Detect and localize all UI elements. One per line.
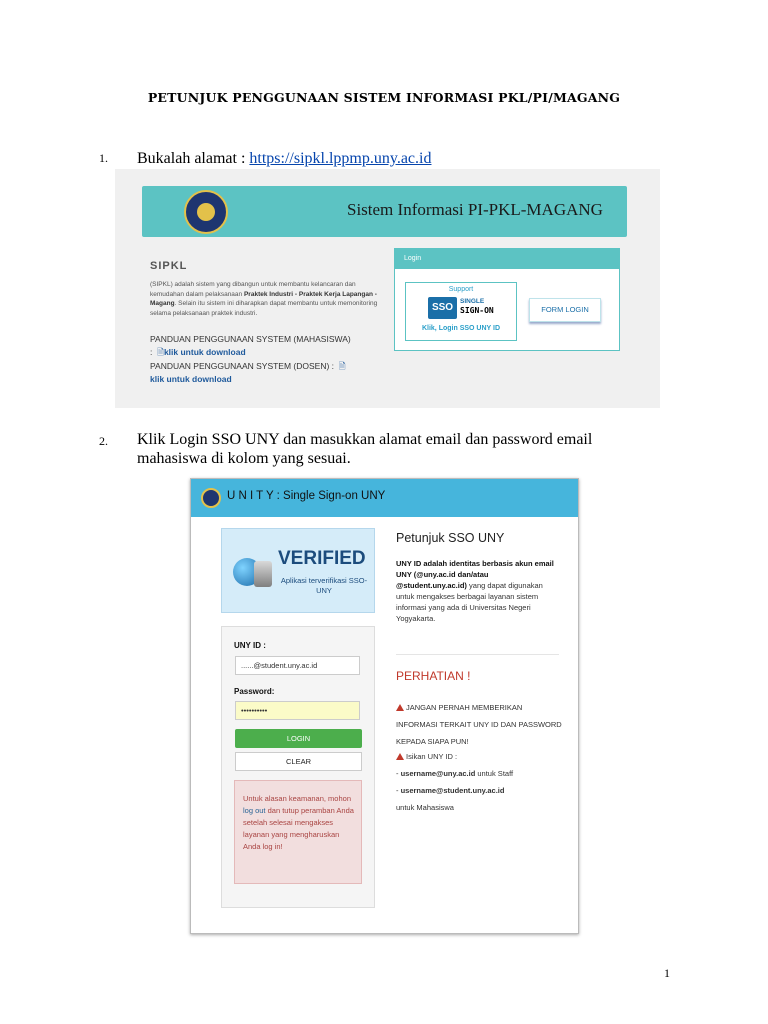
- sipkl-description: (SIPKL) adalah sistem yang dibangun untuk membantu kelancaran dan kemudahan dalam pelaksanaan Praktek Industri - Praktek Kerja Lapangan - Magang. Selain itu sistem ini diharapkan dapat membantu untuk memonitoring selama pelaksanaan praktek industri.: [150, 281, 378, 317]
- mahasiswa-label: untuk Mahasiswa: [396, 803, 454, 812]
- warning-2: Isikan UNY ID :: [396, 751, 566, 762]
- download-mahasiswa-link[interactable]: klik untuk download: [163, 347, 246, 357]
- login-panel: [394, 248, 620, 351]
- step-number: 2.: [99, 434, 108, 448]
- divider: [396, 654, 559, 655]
- password-label: Password:: [234, 687, 275, 696]
- uny-logo-icon: [201, 488, 221, 508]
- support-label: Support: [448, 286, 474, 293]
- uny-id-input[interactable]: ......@student.uny.ac.id: [235, 656, 360, 675]
- sso-header-title: U N I T Y : Single Sign-on UNY: [227, 490, 386, 502]
- panduan-mahasiswa: : 🗎klik untuk download: [150, 347, 246, 357]
- panduan-dosen-label: PANDUAN PENGGUNAAN SYSTEM (DOSEN) : 🗎: [150, 361, 346, 371]
- verified-subtitle: Aplikasi terverifikasi SSO-UNY: [280, 576, 368, 595]
- page-number: 1: [664, 966, 670, 980]
- login-panel-header: Login: [395, 249, 619, 269]
- form-login-button[interactable]: FORM LOGIN: [529, 298, 601, 322]
- step-text: Bukalah alamat :: [137, 150, 250, 167]
- warning-icon: [396, 753, 404, 760]
- staff-instruction: - username@uny.ac.id untuk Staff: [396, 769, 514, 778]
- sipkl-heading: SIPKL: [150, 260, 188, 272]
- server-icon: [254, 561, 272, 587]
- step-text-line1: Klik Login SSO UNY dan masukkan alamat email dan password email: [137, 431, 593, 448]
- pdf-icon: 🗎: [157, 347, 164, 357]
- sso-login-form: [221, 626, 375, 908]
- sso-screenshot: [190, 478, 579, 934]
- password-input[interactable]: ••••••••••: [235, 701, 360, 720]
- clear-button[interactable]: CLEAR: [235, 752, 362, 771]
- banner-title: Sistem Informasi PI-PKL-MAGANG: [347, 200, 603, 219]
- step-1: [99, 149, 432, 168]
- sipkl-url-link[interactable]: https://sipkl.lppmp.uny.ac.id: [249, 150, 432, 167]
- petunjuk-text: UNY ID adalah identitas berbasis akun email UNY (@uny.ac.id dan/atau @student.uny.ac.id) yang dapat digunakan untuk mengakses berbagai layanan sistem informasi yang ada di Universitas Negeri Yogyakarta.: [396, 559, 554, 623]
- sign-on-label: SIGN-ON: [460, 306, 494, 315]
- uny-id-label: UNY ID :: [234, 641, 266, 650]
- document-title: PETUNJUK PENGGUNAAN SISTEM INFORMASI PKL/PI/MAGANG: [147, 90, 621, 105]
- step-2: [99, 430, 593, 468]
- petunjuk-heading: Petunjuk SSO UNY: [396, 531, 505, 545]
- alert-text: Untuk alasan keamanan, mohon log out dan tutup peramban Anda setelah selesai mengakses layanan yang mengharuskan Anda log in!: [243, 794, 354, 851]
- pdf-icon: 🗎: [338, 361, 346, 371]
- step-text-line2: mahasiswa di kolom yang sesuai.: [137, 450, 351, 467]
- warning-1: JANGAN PERNAH MEMBERIKAN INFORMASI TERKAIT UNY ID DAN PASSWORD KEPADA SIAPA PUN!: [396, 703, 562, 746]
- sipkl-screenshot: [115, 169, 660, 408]
- sso-header: [191, 479, 578, 517]
- uny-logo-icon: [184, 190, 228, 234]
- klik-sso-label: Klik, Login SSO UNY ID: [421, 325, 501, 332]
- panduan-mahasiswa-label: PANDUAN PENGGUNAAN SYSTEM (MAHASISWA): [150, 334, 351, 344]
- logout-link[interactable]: log out: [243, 806, 266, 815]
- download-dosen-link[interactable]: klik untuk download: [150, 374, 232, 384]
- sso-login-button[interactable]: [405, 282, 517, 341]
- verified-badge: [221, 528, 375, 613]
- sipkl-banner: [142, 186, 627, 237]
- login-button[interactable]: LOGIN: [235, 729, 362, 748]
- sso-icon: SSO: [428, 297, 457, 319]
- warning-icon: [396, 704, 404, 711]
- single-label: SINGLE: [460, 298, 485, 305]
- perhatian-heading: PERHATIAN !: [396, 669, 471, 683]
- mahasiswa-instruction: - username@student.uny.ac.id: [396, 786, 505, 795]
- step-number: 1.: [99, 151, 108, 165]
- security-alert: [234, 780, 362, 884]
- verified-title: VERIFIED: [278, 548, 366, 569]
